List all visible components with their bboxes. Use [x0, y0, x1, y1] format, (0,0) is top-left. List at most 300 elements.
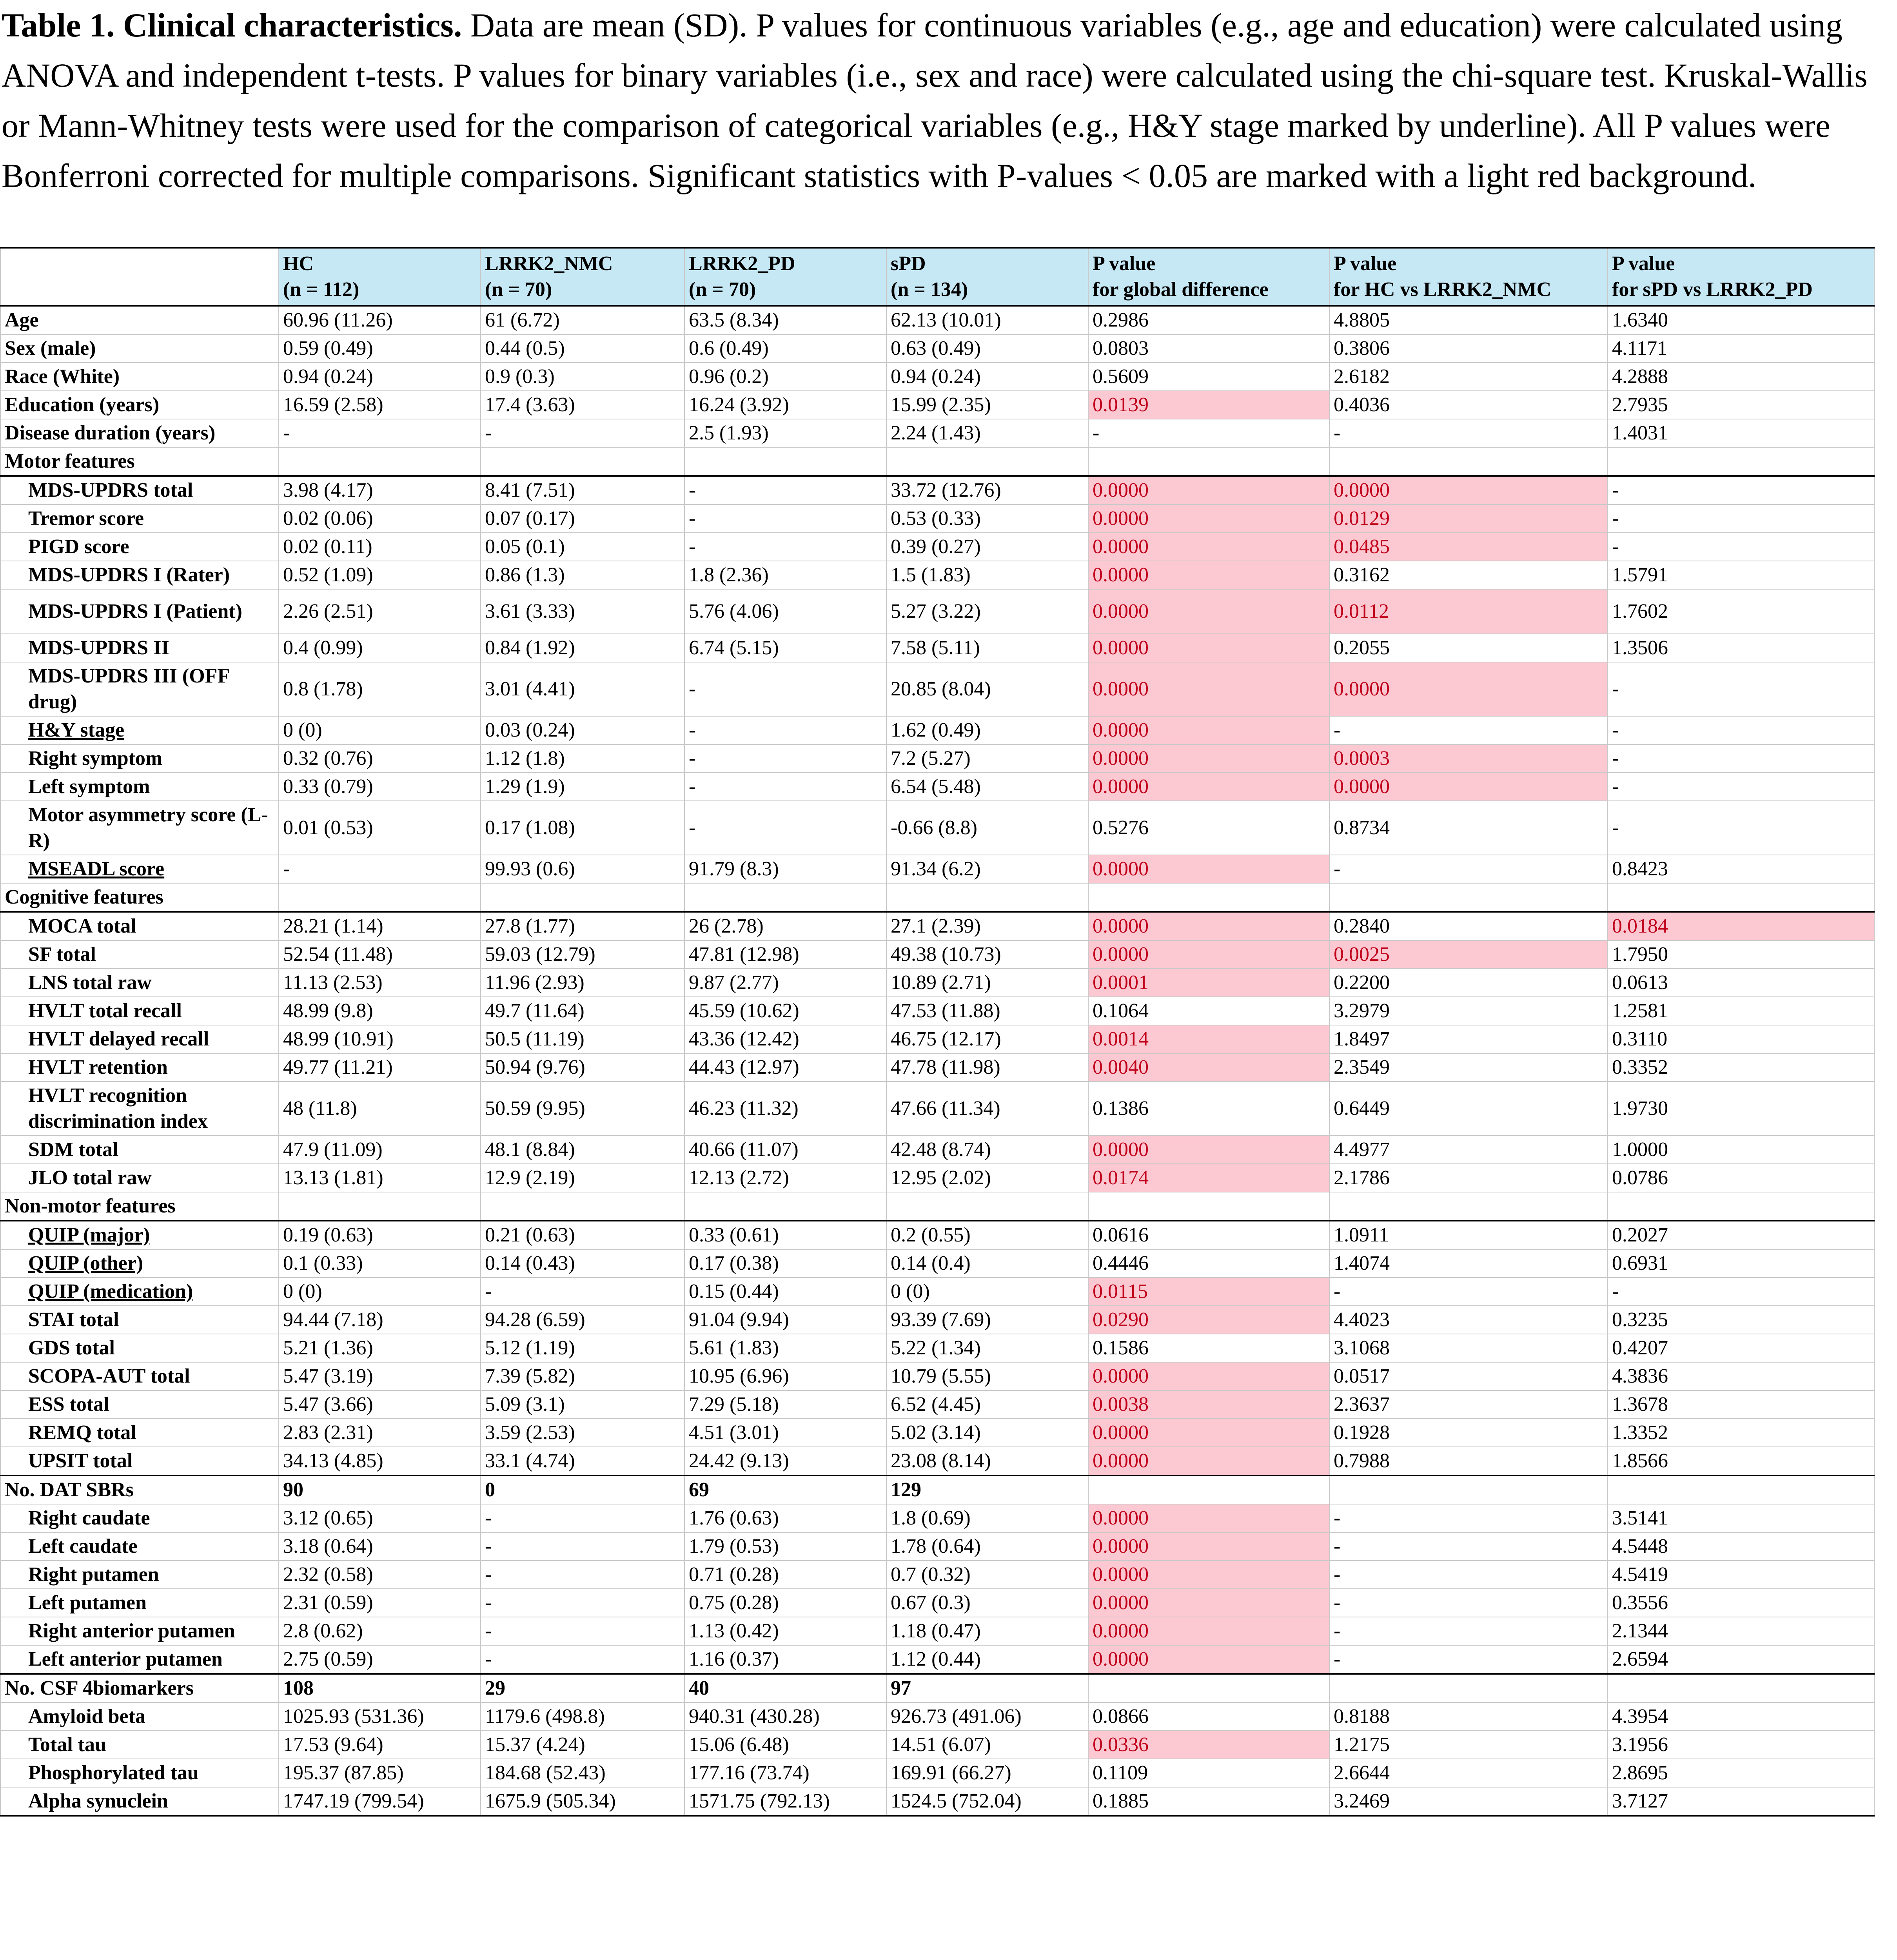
cell-p-spd-vs-pd: 1.7602	[1608, 589, 1874, 634]
cell-p-spd-vs-pd: 0.4207	[1608, 1334, 1874, 1362]
cell-spd: 169.91 (66.27)	[886, 1759, 1088, 1787]
row-label: No. CSF 4biomarkers	[0, 1674, 279, 1702]
cell-p-hc-vs-nmc: 0.2055	[1329, 634, 1608, 662]
cell-lrrk2-pd: 6.74 (5.15)	[684, 634, 886, 662]
cell-p-hc-vs-nmc	[1329, 447, 1608, 476]
table-row	[0, 716, 1874, 744]
cell-hc: 3.98 (4.17)	[279, 476, 481, 505]
cell-p-hc-vs-nmc: 3.1068	[1329, 1334, 1608, 1362]
cell-hc: 2.8 (0.62)	[279, 1617, 481, 1645]
cell-p-global: 0.0000	[1088, 634, 1329, 662]
cell-lrrk2-pd: 45.59 (10.62)	[684, 997, 886, 1025]
cell-p-hc-vs-nmc: 3.2979	[1329, 997, 1608, 1025]
row-label: HVLT total recall	[0, 997, 279, 1025]
cell-p-global: 0.0139	[1088, 391, 1329, 419]
cell-lrrk2-pd: -	[684, 744, 886, 773]
cell-lrrk2-pd: 1.79 (0.53)	[684, 1532, 886, 1561]
cell-p-spd-vs-pd: -	[1608, 716, 1874, 744]
cell-lrrk2-nmc: 27.8 (1.77)	[481, 912, 684, 940]
cell-p-global: 0.0000	[1088, 1561, 1329, 1589]
table-row	[0, 912, 1874, 940]
row-label: QUIP (major)	[0, 1221, 279, 1249]
table-row	[0, 1221, 1874, 1249]
cell-spd: 47.66 (11.34)	[886, 1082, 1088, 1136]
table-row	[0, 1589, 1874, 1617]
cell-spd: 1.62 (0.49)	[886, 716, 1088, 744]
table-row	[0, 419, 1874, 447]
cell-lrrk2-pd: 91.04 (9.94)	[684, 1306, 886, 1334]
caption-text: Data are mean (SD). P values for continuous variables (e.g., age and education) were calculated using ANOVA and independent t-tests. P values for binary variables (i.e., sex and race) were calculated using the chi-square test. Kruskal-Wallis or Mann-Whitney tests were used for the comparison of categorical variables (e.g., H&Y stage marked by underline). All P values were Bonferroni corrected for multiple comparisons. Significant statistics with P-values < 0.05 are marked with a light red background.	[2, 6, 1868, 194]
cell-lrrk2-nmc: 33.1 (4.74)	[481, 1447, 684, 1475]
header-corner-cell	[0, 248, 279, 306]
cell-lrrk2-pd: 40	[684, 1674, 886, 1702]
cell-spd: 46.75 (12.17)	[886, 1025, 1088, 1053]
cell-p-spd-vs-pd: 0.0184	[1608, 912, 1874, 940]
cell-lrrk2-pd: 1571.75 (792.13)	[684, 1787, 886, 1816]
table-row	[0, 1617, 1874, 1645]
cell-lrrk2-pd: 47.81 (12.98)	[684, 940, 886, 969]
cell-lrrk2-pd	[684, 447, 886, 476]
section-row	[0, 1192, 1874, 1221]
cell-p-global: 0.0803	[1088, 334, 1329, 363]
cell-p-global: 0.5276	[1088, 801, 1329, 855]
cell-lrrk2-pd: 1.16 (0.37)	[684, 1645, 886, 1674]
table-row	[0, 1053, 1874, 1082]
cell-p-spd-vs-pd: 3.1956	[1608, 1731, 1874, 1759]
cell-lrrk2-nmc: -	[481, 1504, 684, 1532]
cell-p-spd-vs-pd: 1.6340	[1608, 306, 1874, 334]
cell-spd: 10.79 (5.55)	[886, 1362, 1088, 1390]
cell-hc: 0.02 (0.06)	[279, 505, 481, 533]
cell-hc	[279, 447, 481, 476]
cell-spd	[886, 1192, 1088, 1221]
cell-lrrk2-pd: 16.24 (3.92)	[684, 391, 886, 419]
cell-p-spd-vs-pd: 4.3836	[1608, 1362, 1874, 1390]
cell-p-spd-vs-pd: 0.3556	[1608, 1589, 1874, 1617]
cell-p-spd-vs-pd	[1608, 1192, 1874, 1221]
clinical-characteristics-table-container	[0, 247, 1874, 1817]
cell-spd: 5.27 (3.22)	[886, 589, 1088, 634]
cell-lrrk2-pd: 24.42 (9.13)	[684, 1447, 886, 1475]
cell-hc: 0 (0)	[279, 1278, 481, 1306]
cell-hc: 0.32 (0.76)	[279, 744, 481, 773]
cell-hc: 1025.93 (531.36)	[279, 1702, 481, 1731]
cell-lrrk2-pd: 9.87 (2.77)	[684, 969, 886, 997]
cell-lrrk2-pd: 1.8 (2.36)	[684, 561, 886, 589]
cell-hc: 5.47 (3.19)	[279, 1362, 481, 1390]
cell-spd: 6.52 (4.45)	[886, 1390, 1088, 1419]
cell-spd: 20.85 (8.04)	[886, 662, 1088, 716]
cell-hc: 3.18 (0.64)	[279, 1532, 481, 1561]
row-label: Right caudate	[0, 1504, 279, 1532]
table-row	[0, 662, 1874, 716]
cell-hc: 49.77 (11.21)	[279, 1053, 481, 1082]
cell-p-global: 0.0866	[1088, 1702, 1329, 1731]
cell-lrrk2-pd: -	[684, 662, 886, 716]
row-label: SDM total	[0, 1136, 279, 1164]
cell-lrrk2-nmc: 29	[481, 1674, 684, 1702]
cell-lrrk2-nmc: -	[481, 1645, 684, 1674]
cell-lrrk2-nmc	[481, 447, 684, 476]
cell-spd: 93.39 (7.69)	[886, 1306, 1088, 1334]
cell-p-hc-vs-nmc: -	[1329, 855, 1608, 883]
row-label: Alpha synuclein	[0, 1787, 279, 1816]
cell-p-spd-vs-pd: 3.7127	[1608, 1787, 1874, 1816]
row-label: HVLT recognition discrimination index	[0, 1082, 279, 1136]
cell-p-global: 0.0014	[1088, 1025, 1329, 1053]
cell-lrrk2-nmc	[481, 883, 684, 912]
row-label: Education (years)	[0, 391, 279, 419]
table-row	[0, 1787, 1874, 1816]
cell-p-hc-vs-nmc: -	[1329, 1617, 1608, 1645]
row-label: Left symptom	[0, 773, 279, 801]
cell-hc: 0.1 (0.33)	[279, 1249, 481, 1278]
row-label: SCOPA-AUT total	[0, 1362, 279, 1390]
cell-lrrk2-pd: 177.16 (73.74)	[684, 1759, 886, 1787]
table-row	[0, 773, 1874, 801]
cell-hc: 0.59 (0.49)	[279, 334, 481, 363]
section-label: Motor features	[0, 447, 279, 476]
cell-lrrk2-nmc: 15.37 (4.24)	[481, 1731, 684, 1759]
row-label: PIGD score	[0, 533, 279, 561]
cell-p-spd-vs-pd: 0.8423	[1608, 855, 1874, 883]
cell-spd: 42.48 (8.74)	[886, 1136, 1088, 1164]
cell-lrrk2-pd: 43.36 (12.42)	[684, 1025, 886, 1053]
cell-lrrk2-pd: 7.29 (5.18)	[684, 1390, 886, 1419]
cell-p-global: 0.0000	[1088, 855, 1329, 883]
cell-hc: 2.32 (0.58)	[279, 1561, 481, 1589]
cell-lrrk2-pd: 15.06 (6.48)	[684, 1731, 886, 1759]
cell-p-spd-vs-pd: 1.2581	[1608, 997, 1874, 1025]
row-label: UPSIT total	[0, 1447, 279, 1475]
cell-p-spd-vs-pd: 1.8566	[1608, 1447, 1874, 1475]
cell-lrrk2-nmc: -	[481, 419, 684, 447]
cell-lrrk2-pd: 0.71 (0.28)	[684, 1561, 886, 1589]
cell-lrrk2-nmc: 48.1 (8.84)	[481, 1136, 684, 1164]
table-row	[0, 363, 1874, 391]
cell-p-spd-vs-pd: -	[1608, 533, 1874, 561]
header-p-global: P value for global difference	[1088, 248, 1329, 306]
cell-lrrk2-nmc: 8.41 (7.51)	[481, 476, 684, 505]
row-label: MOCA total	[0, 912, 279, 940]
cell-spd: 0.14 (0.4)	[886, 1249, 1088, 1278]
cell-hc: 47.9 (11.09)	[279, 1136, 481, 1164]
row-label: Left putamen	[0, 1589, 279, 1617]
cell-p-spd-vs-pd: 0.0786	[1608, 1164, 1874, 1192]
cell-spd	[886, 447, 1088, 476]
cell-lrrk2-pd: 26 (2.78)	[684, 912, 886, 940]
cell-lrrk2-pd: 63.5 (8.34)	[684, 306, 886, 334]
cell-p-hc-vs-nmc: 0.0485	[1329, 533, 1608, 561]
cell-lrrk2-nmc: 0.84 (1.92)	[481, 634, 684, 662]
table-row	[0, 1082, 1874, 1136]
cell-lrrk2-pd: 44.43 (12.97)	[684, 1053, 886, 1082]
cell-lrrk2-nmc: 0.07 (0.17)	[481, 505, 684, 533]
count-row	[0, 1475, 1874, 1504]
row-label: Amyloid beta	[0, 1702, 279, 1731]
cell-p-hc-vs-nmc: -	[1329, 1561, 1608, 1589]
cell-hc: 108	[279, 1674, 481, 1702]
cell-p-hc-vs-nmc: 0.0000	[1329, 773, 1608, 801]
cell-p-global: 0.1064	[1088, 997, 1329, 1025]
cell-p-hc-vs-nmc: 4.4977	[1329, 1136, 1608, 1164]
table-row	[0, 1025, 1874, 1053]
cell-hc: 48.99 (10.91)	[279, 1025, 481, 1053]
cell-p-global: 0.0336	[1088, 1731, 1329, 1759]
cell-p-spd-vs-pd: 1.5791	[1608, 561, 1874, 589]
cell-lrrk2-nmc: 1.12 (1.8)	[481, 744, 684, 773]
cell-p-spd-vs-pd: 2.7935	[1608, 391, 1874, 419]
header-spd: sPD (n = 134)	[886, 248, 1088, 306]
cell-p-global: 0.0115	[1088, 1278, 1329, 1306]
cell-p-spd-vs-pd: -	[1608, 744, 1874, 773]
cell-lrrk2-pd: 69	[684, 1475, 886, 1504]
cell-spd: 1.78 (0.64)	[886, 1532, 1088, 1561]
cell-p-hc-vs-nmc: 0.1928	[1329, 1419, 1608, 1447]
cell-lrrk2-nmc: 17.4 (3.63)	[481, 391, 684, 419]
cell-spd: 7.58 (5.11)	[886, 634, 1088, 662]
table-row	[0, 476, 1874, 505]
cell-p-hc-vs-nmc: -	[1329, 1645, 1608, 1674]
table-row	[0, 744, 1874, 773]
cell-hc: 16.59 (2.58)	[279, 391, 481, 419]
row-label: Right putamen	[0, 1561, 279, 1589]
row-label: QUIP (medication)	[0, 1278, 279, 1306]
cell-spd: 129	[886, 1475, 1088, 1504]
cell-p-global: 0.0000	[1088, 476, 1329, 505]
cell-hc: 13.13 (1.81)	[279, 1164, 481, 1192]
cell-lrrk2-pd: -	[684, 533, 886, 561]
cell-lrrk2-nmc: -	[481, 1617, 684, 1645]
cell-lrrk2-nmc: 50.94 (9.76)	[481, 1053, 684, 1082]
table-row	[0, 1362, 1874, 1390]
cell-hc	[279, 883, 481, 912]
row-label: Right symptom	[0, 744, 279, 773]
row-label: ESS total	[0, 1390, 279, 1419]
cell-lrrk2-pd: 940.31 (430.28)	[684, 1702, 886, 1731]
cell-p-hc-vs-nmc: 3.2469	[1329, 1787, 1608, 1816]
cell-p-spd-vs-pd: 0.0613	[1608, 969, 1874, 997]
cell-p-spd-vs-pd	[1608, 883, 1874, 912]
table-row	[0, 997, 1874, 1025]
cell-hc: 94.44 (7.18)	[279, 1306, 481, 1334]
cell-spd: 14.51 (6.07)	[886, 1731, 1088, 1759]
cell-hc: 28.21 (1.14)	[279, 912, 481, 940]
cell-spd: 0.7 (0.32)	[886, 1561, 1088, 1589]
table-row	[0, 1561, 1874, 1589]
cell-lrrk2-nmc: 94.28 (6.59)	[481, 1306, 684, 1334]
cell-p-spd-vs-pd: -	[1608, 505, 1874, 533]
cell-lrrk2-nmc: 3.59 (2.53)	[481, 1419, 684, 1447]
cell-p-hc-vs-nmc	[1329, 1192, 1608, 1221]
cell-p-spd-vs-pd: 1.7950	[1608, 940, 1874, 969]
cell-p-hc-vs-nmc: 0.8734	[1329, 801, 1608, 855]
cell-hc: 48 (11.8)	[279, 1082, 481, 1136]
row-label: MDS-UPDRS II	[0, 634, 279, 662]
cell-p-global: 0.0000	[1088, 662, 1329, 716]
table-row	[0, 940, 1874, 969]
row-label: Sex (male)	[0, 334, 279, 363]
cell-hc: 60.96 (11.26)	[279, 306, 481, 334]
cell-hc: 11.13 (2.53)	[279, 969, 481, 997]
cell-p-global: 0.0000	[1088, 1504, 1329, 1532]
cell-p-global: 0.0000	[1088, 1645, 1329, 1674]
table-row	[0, 561, 1874, 589]
table-row	[0, 1249, 1874, 1278]
row-label: Right anterior putamen	[0, 1617, 279, 1645]
cell-lrrk2-nmc: -	[481, 1589, 684, 1617]
cell-hc: 0.01 (0.53)	[279, 801, 481, 855]
cell-p-global: 0.0000	[1088, 561, 1329, 589]
cell-p-global	[1088, 1475, 1329, 1504]
cell-p-spd-vs-pd: 2.8695	[1608, 1759, 1874, 1787]
cell-hc: 2.26 (2.51)	[279, 589, 481, 634]
cell-hc: 52.54 (11.48)	[279, 940, 481, 969]
cell-lrrk2-nmc: 3.61 (3.33)	[481, 589, 684, 634]
cell-spd: 6.54 (5.48)	[886, 773, 1088, 801]
row-label: Phosphorylated tau	[0, 1759, 279, 1787]
cell-hc: 5.21 (1.36)	[279, 1334, 481, 1362]
cell-p-hc-vs-nmc: 0.7988	[1329, 1447, 1608, 1475]
row-label: STAI total	[0, 1306, 279, 1334]
cell-lrrk2-pd: 0.96 (0.2)	[684, 363, 886, 391]
cell-lrrk2-pd: 0.33 (0.61)	[684, 1221, 886, 1249]
cell-spd: 1524.5 (752.04)	[886, 1787, 1088, 1816]
cell-p-hc-vs-nmc: 0.2200	[1329, 969, 1608, 997]
table-row	[0, 1390, 1874, 1419]
cell-spd: 91.34 (6.2)	[886, 855, 1088, 883]
cell-lrrk2-pd: 5.76 (4.06)	[684, 589, 886, 634]
table-row	[0, 1731, 1874, 1759]
cell-spd: 926.73 (491.06)	[886, 1702, 1088, 1731]
cell-p-global: 0.0000	[1088, 940, 1329, 969]
cell-lrrk2-nmc: 0.9 (0.3)	[481, 363, 684, 391]
cell-p-hc-vs-nmc: 1.8497	[1329, 1025, 1608, 1053]
cell-p-spd-vs-pd: 0.6931	[1608, 1249, 1874, 1278]
cell-p-spd-vs-pd: 4.5419	[1608, 1561, 1874, 1589]
cell-spd: 27.1 (2.39)	[886, 912, 1088, 940]
clinical-characteristics-table	[0, 247, 1875, 1817]
cell-p-global: 0.0000	[1088, 912, 1329, 940]
cell-spd: 10.89 (2.71)	[886, 969, 1088, 997]
cell-lrrk2-pd: 1.13 (0.42)	[684, 1617, 886, 1645]
cell-p-global: 0.0000	[1088, 1617, 1329, 1645]
table-row	[0, 1702, 1874, 1731]
cell-p-global: 0.2986	[1088, 306, 1329, 334]
cell-lrrk2-nmc: 12.9 (2.19)	[481, 1164, 684, 1192]
cell-p-spd-vs-pd: 3.5141	[1608, 1504, 1874, 1532]
cell-lrrk2-nmc: 0.21 (0.63)	[481, 1221, 684, 1249]
cell-hc: 2.75 (0.59)	[279, 1645, 481, 1674]
cell-lrrk2-nmc: 59.03 (12.79)	[481, 940, 684, 969]
cell-p-hc-vs-nmc: 0.6449	[1329, 1082, 1608, 1136]
cell-lrrk2-pd: 10.95 (6.96)	[684, 1362, 886, 1390]
cell-p-global: 0.0000	[1088, 533, 1329, 561]
cell-p-hc-vs-nmc: -	[1329, 1278, 1608, 1306]
cell-hc: 0.4 (0.99)	[279, 634, 481, 662]
cell-spd: 1.12 (0.44)	[886, 1645, 1088, 1674]
table-row	[0, 801, 1874, 855]
header-row	[0, 248, 1874, 306]
table-body	[0, 306, 1874, 1816]
section-label: Cognitive features	[0, 883, 279, 912]
cell-p-hc-vs-nmc: -	[1329, 419, 1608, 447]
cell-lrrk2-nmc: 50.59 (9.95)	[481, 1082, 684, 1136]
cell-p-spd-vs-pd: 0.2027	[1608, 1221, 1874, 1249]
cell-hc: 195.37 (87.85)	[279, 1759, 481, 1787]
table-row	[0, 1136, 1874, 1164]
table-row	[0, 505, 1874, 533]
cell-hc: 48.99 (9.8)	[279, 997, 481, 1025]
cell-p-global: 0.1386	[1088, 1082, 1329, 1136]
cell-lrrk2-nmc: 61 (6.72)	[481, 306, 684, 334]
header-hc: HC (n = 112)	[279, 248, 481, 306]
cell-lrrk2-pd: 91.79 (8.3)	[684, 855, 886, 883]
cell-p-global: 0.0000	[1088, 773, 1329, 801]
cell-p-hc-vs-nmc: 0.8188	[1329, 1702, 1608, 1731]
cell-p-global	[1088, 1192, 1329, 1221]
cell-p-spd-vs-pd: -	[1608, 662, 1874, 716]
table-caption	[2, 0, 1895, 201]
header-p-hc-vs-nmc: P value for HC vs LRRK2_NMC	[1329, 248, 1608, 306]
cell-lrrk2-nmc: 49.7 (11.64)	[481, 997, 684, 1025]
cell-p-hc-vs-nmc: 1.4074	[1329, 1249, 1608, 1278]
cell-lrrk2-pd: -	[684, 716, 886, 744]
cell-lrrk2-nmc: 0.44 (0.5)	[481, 334, 684, 363]
row-label: MSEADL score	[0, 855, 279, 883]
header-p-spd-vs-pd: P value for sPD vs LRRK2_PD	[1608, 248, 1874, 306]
cell-p-global: 0.0174	[1088, 1164, 1329, 1192]
section-row	[0, 447, 1874, 476]
row-label: Total tau	[0, 1731, 279, 1759]
cell-p-global: 0.0616	[1088, 1221, 1329, 1249]
count-row	[0, 1674, 1874, 1702]
cell-p-hc-vs-nmc: -	[1329, 716, 1608, 744]
cell-p-spd-vs-pd: 1.9730	[1608, 1082, 1874, 1136]
cell-p-global: 0.0000	[1088, 1447, 1329, 1475]
cell-lrrk2-nmc: 50.5 (11.19)	[481, 1025, 684, 1053]
cell-p-global: 0.0000	[1088, 716, 1329, 744]
cell-p-hc-vs-nmc: 0.0000	[1329, 476, 1608, 505]
table-row	[0, 969, 1874, 997]
cell-p-hc-vs-nmc: 2.3637	[1329, 1390, 1608, 1419]
cell-p-spd-vs-pd: 4.1171	[1608, 334, 1874, 363]
cell-p-global: 0.0000	[1088, 744, 1329, 773]
cell-lrrk2-nmc: 0.86 (1.3)	[481, 561, 684, 589]
row-label: Motor asymmetry score (L-R)	[0, 801, 279, 855]
cell-lrrk2-nmc: 5.09 (3.1)	[481, 1390, 684, 1419]
cell-spd: 0.94 (0.24)	[886, 363, 1088, 391]
section-row	[0, 883, 1874, 912]
cell-hc: 34.13 (4.85)	[279, 1447, 481, 1475]
header-lrrk2-pd: LRRK2_PD (n = 70)	[684, 248, 886, 306]
table-row	[0, 589, 1874, 634]
cell-hc: 0.94 (0.24)	[279, 363, 481, 391]
cell-lrrk2-nmc	[481, 1192, 684, 1221]
cell-lrrk2-nmc: 184.68 (52.43)	[481, 1759, 684, 1787]
cell-lrrk2-pd: -	[684, 505, 886, 533]
table-row	[0, 1504, 1874, 1532]
cell-p-global: 0.0000	[1088, 589, 1329, 634]
row-label: HVLT retention	[0, 1053, 279, 1082]
cell-lrrk2-pd: 4.51 (3.01)	[684, 1419, 886, 1447]
cell-p-hc-vs-nmc	[1329, 883, 1608, 912]
cell-lrrk2-pd: 0.15 (0.44)	[684, 1278, 886, 1306]
cell-hc: 0.52 (1.09)	[279, 561, 481, 589]
cell-p-hc-vs-nmc: 0.4036	[1329, 391, 1608, 419]
cell-p-hc-vs-nmc: 0.0000	[1329, 662, 1608, 716]
cell-p-global: 0.5609	[1088, 363, 1329, 391]
